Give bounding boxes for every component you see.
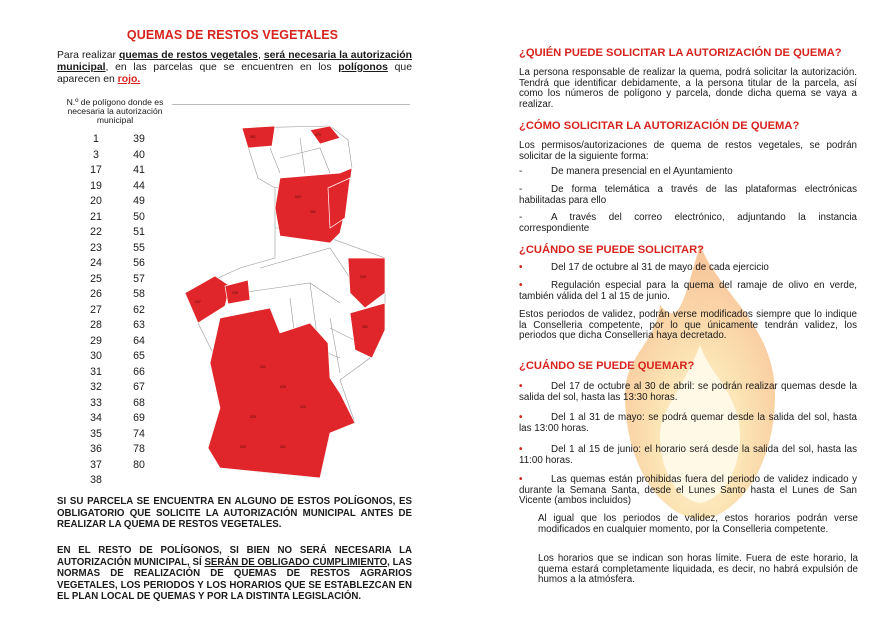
quemar-mayo: • Del 1 al 31 de mayo: se podrá quemar desde la salida del sol, hasta las 13:00 horas. xyxy=(519,412,857,434)
heading-cuando-solicitar: ¿CUÁNDO SE PUEDE SOLICITAR? xyxy=(519,244,705,256)
polygon-number: 78 xyxy=(133,443,145,455)
polygon-number: 62 xyxy=(133,303,145,316)
polygon-number: 37 xyxy=(90,458,102,471)
polygon-number: 69 xyxy=(133,412,145,424)
polygon-number: 58 xyxy=(133,288,145,300)
svg-text:082: 082 xyxy=(362,325,368,329)
polygon-number: 56 xyxy=(133,257,145,269)
intro-emph-autorizacion: será necesaria la autorización municipal xyxy=(57,50,412,73)
svg-text:038: 038 xyxy=(232,291,238,295)
polygon-number: 41 xyxy=(133,164,145,176)
quemar-junio: • Del 1 al 15 de junio: el horario será desde la salida del sol, hasta las 11:00 horas. xyxy=(519,444,857,466)
polygon-number: 30 xyxy=(90,350,102,362)
polygon-list-col2 xyxy=(123,132,155,473)
polygon-number: 66 xyxy=(133,365,145,378)
polygon-number: 35 xyxy=(90,427,102,440)
polygon-number: 44 xyxy=(133,179,145,192)
polygon-list-col1 xyxy=(80,132,112,489)
page-title: QUEMAS DE RESTOS VEGETALES xyxy=(126,28,339,42)
paragraph-horarios-modificados: Al igual que los periodos de validez, estos horarios podrán verse modificados en cualquier momento, por la Conselleria competente. xyxy=(538,513,858,535)
polygon-number: 29 xyxy=(90,334,102,347)
polygon-number: 31 xyxy=(90,365,102,378)
polygon-number: 19 xyxy=(90,179,102,192)
heading-como: ¿CÓMO SOLICITAR LA AUTORIZACIÓN DE QUEMA? xyxy=(519,120,800,132)
intro-emph-poligonos: polígonos xyxy=(338,62,388,73)
intro-emph-quemas: quemas de restos vegetales xyxy=(119,50,258,61)
svg-text:063: 063 xyxy=(295,195,301,199)
polygon-number: 68 xyxy=(133,396,145,409)
polygon-number: 74 xyxy=(133,427,145,440)
paragraph-quien: La persona responsable de realizar la quema, podrá solicitar la autorización. Tendrá que identificar debidamente, a la persona titular de la parcela, así como los números de polígono y parcela, donde dicha quema se vaya a realizar. xyxy=(519,67,857,110)
polygon-number: 22 xyxy=(90,226,102,238)
heading-quien: ¿QUIÉN PUEDE SOLICITAR LA AUTORIZACIÓN DE QUEMA? xyxy=(519,47,842,59)
polygon-number: 26 xyxy=(90,288,102,300)
svg-text:062: 062 xyxy=(310,210,316,214)
notice-emph-obligado: SERÁN DE OBLIGADO CUMPLIMIENTO xyxy=(204,556,388,568)
svg-text:021: 021 xyxy=(280,445,286,449)
method-telematica: - De forma telemática a través de las plataformas electrónicas habilitadas para ello xyxy=(519,184,857,206)
heading-cuando-quemar: ¿CUÁNDO SE PUEDE QUEMAR? xyxy=(519,360,695,372)
polygon-number: 39 xyxy=(133,133,145,145)
polygon-number: 28 xyxy=(90,319,102,331)
polygon-number: 33 xyxy=(90,396,102,409)
intro-paragraph: Para realizar quemas de restos vegetales, será necesaria la autorización municipal, en las parcelas que se encuentren en los polígonos que aparecen en rojo. xyxy=(57,50,412,85)
polygon-list-header: N.º de polígono donde es necesaria la autorización municipal xyxy=(66,97,164,126)
polygon-number: 17 xyxy=(90,164,102,176)
notice-other-polygons: EN EL RESTO DE POLÍGONOS, SI BIEN NO SERÁ NECESARIA LA AUTORIZACIÓN MUNICIPAL, SÍ SERÁN DE OBLIGADO CUMPLIMIENTO, LAS NORMAS DE REALIZACIÓN DE QUEMAS DE RESTOS AGRARIOS VEGETALES, LOS PERIODOS Y LOS HORARIOS QUE SE ESTABLEZCAN EN EL PLAN LOCAL DE QUEMAS Y POR LA DISTINTA LEGISLACIÓN. xyxy=(57,545,412,602)
method-correo: - A través del correo electrónico, adjuntando la instancia correspondiente xyxy=(519,212,857,234)
polygon-number: 64 xyxy=(133,334,145,347)
solicitar-olivo: • Regulación especial para la quema del ramaje de olivo en verde, también válida del 1 al 15 de junio. xyxy=(519,280,857,302)
svg-text:030: 030 xyxy=(360,275,366,279)
svg-text:029: 029 xyxy=(240,445,246,449)
quemar-prohibido: • Las quemas están prohibidas fuera del periodo de validez indicado y durante la Semana Santa, desde el Lunes Santo hasta el Lunes de San Vicente (ambos incluidos) xyxy=(519,474,857,507)
quemar-octubre-abril: • Del 17 de octubre al 30 de abril: se podrán realizar quemas desde la salida del sol, hasta las 13:30 horas. xyxy=(519,381,857,403)
polygon-number: 50 xyxy=(133,210,145,223)
notice-required: SI SU PARCELA SE ENCUENTRA EN ALGUNO DE ESTOS POLÍGONOS, ES OBLIGATORIO QUE SOLICITE LA AUTORIZACIÓN MUNICIPAL ANTES DE REALIZAR LA QUEMA DE RESTOS VEGETALES. xyxy=(57,496,412,530)
svg-text:025: 025 xyxy=(250,415,256,419)
polygon-number: 3 xyxy=(93,148,99,161)
polygon-number: 36 xyxy=(90,443,102,455)
svg-text:028: 028 xyxy=(280,385,286,389)
polygon-number: 63 xyxy=(133,319,145,331)
polygon-number: 23 xyxy=(90,241,102,254)
polygon-number: 57 xyxy=(133,272,145,285)
svg-text:037: 037 xyxy=(195,300,201,304)
polygon-number: 20 xyxy=(90,195,102,207)
paragraph-como: Los permisos/autorizaciones de quema de restos vegetales, se podrán solicitar de la siguiente forma: xyxy=(519,140,857,162)
polygon-number: 34 xyxy=(90,412,102,424)
polygon-number: 1 xyxy=(93,133,99,145)
paragraph-validez: Estos periodos de validez, podrán verse modificados siempre que lo indique la Conselleria competente, por lo que únicamente tendrán validez, los periodos que dicha Conselleria haya decretado. xyxy=(519,309,857,342)
svg-text:001: 001 xyxy=(250,135,256,139)
solicitar-periodo: • Del 17 de octubre al 31 de mayo de cada ejercicio xyxy=(519,262,769,273)
paragraph-horas-limite: Los horarios que se indican son horas límite. Fuera de este horario, la quema estará completamente liquidada, es decir, no habrá expulsión de humos a la atmósfera. xyxy=(538,553,858,586)
svg-text:031: 031 xyxy=(260,365,266,369)
svg-text:073: 073 xyxy=(315,133,321,137)
svg-text:023: 023 xyxy=(300,405,306,409)
polygon-number: 32 xyxy=(90,381,102,393)
polygon-number: 21 xyxy=(90,210,102,223)
polygon-number: 80 xyxy=(133,458,145,471)
polygon-number: 27 xyxy=(90,303,102,316)
polygon-map xyxy=(180,118,410,488)
polygon-number: 40 xyxy=(133,148,145,161)
polygon-number: 67 xyxy=(133,381,145,393)
polygon-number: 51 xyxy=(133,226,145,238)
intro-emph-rojo: rojo. xyxy=(117,74,141,85)
polygon-number: 65 xyxy=(133,350,145,362)
method-presencial: - De manera presencial en el Ayuntamiento xyxy=(519,166,733,177)
polygon-number: 38 xyxy=(90,474,102,486)
divider xyxy=(172,104,410,105)
polygon-number: 24 xyxy=(90,257,102,269)
polygon-number: 49 xyxy=(133,195,145,207)
polygon-number: 25 xyxy=(90,272,102,285)
polygon-number: 55 xyxy=(133,241,145,254)
